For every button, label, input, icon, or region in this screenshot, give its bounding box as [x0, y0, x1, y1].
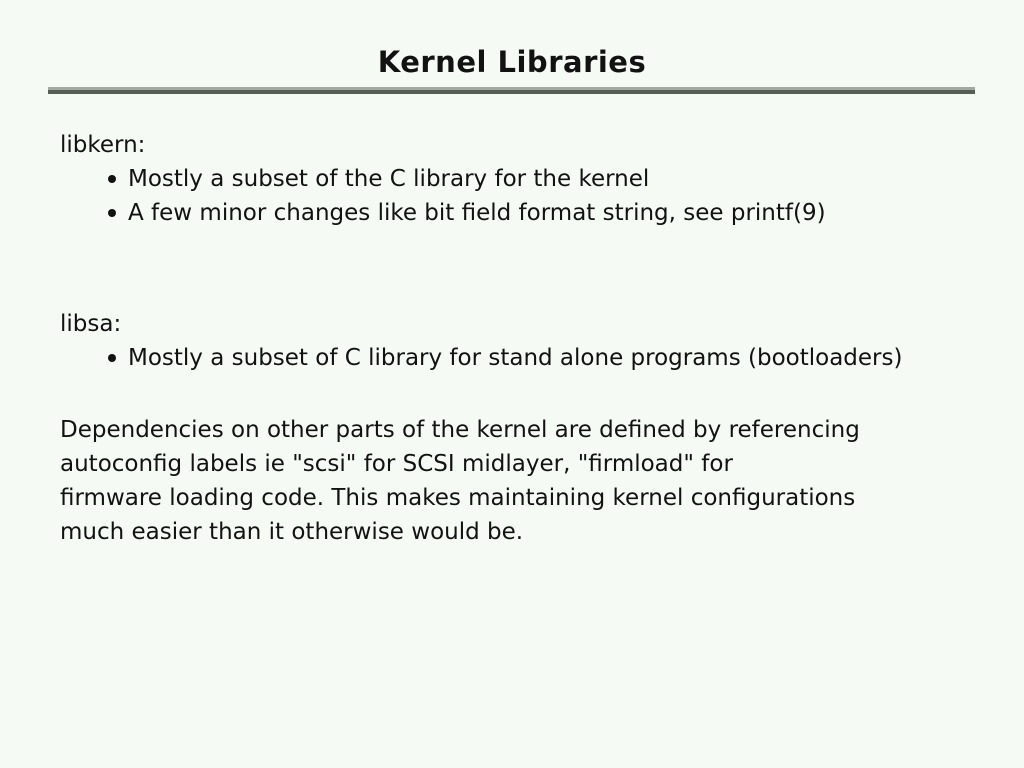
- paragraph-line: Dependencies on other parts of the kernel are defined by referencing: [60, 417, 860, 443]
- list-item: [60, 162, 984, 196]
- paragraph-line: autoconfig labels ie "scsi" for SCSI midlayer, "firmload" for: [60, 451, 733, 477]
- section-heading-libkern: libkern:: [60, 132, 146, 158]
- section-libkern: [60, 128, 984, 230]
- title-divider: [48, 87, 975, 94]
- dependencies-paragraph: [60, 413, 984, 549]
- list-item: [60, 196, 984, 230]
- title-divider-shadow: [48, 90, 975, 94]
- page-title: Kernel Libraries: [377, 45, 647, 79]
- slide-content: [60, 128, 984, 549]
- bullet-icon: [108, 209, 116, 217]
- bullet-icon: [108, 354, 116, 362]
- paragraph-line: much easier than it otherwise would be.: [60, 519, 524, 545]
- section-libsa: [60, 307, 984, 375]
- bullet-icon: [108, 175, 116, 183]
- bullet-text: Mostly a subset of the C library for the kernel: [128, 166, 650, 192]
- list-item: [60, 341, 984, 375]
- bullet-text: Mostly a subset of C library for stand alone programs (bootloaders): [128, 345, 903, 371]
- bullet-text: A few minor changes like bit field format string, see printf(9): [128, 200, 826, 226]
- section-heading-libsa: libsa:: [60, 311, 122, 337]
- paragraph-line: firmware loading code. This makes maintaining kernel configurations: [60, 485, 856, 511]
